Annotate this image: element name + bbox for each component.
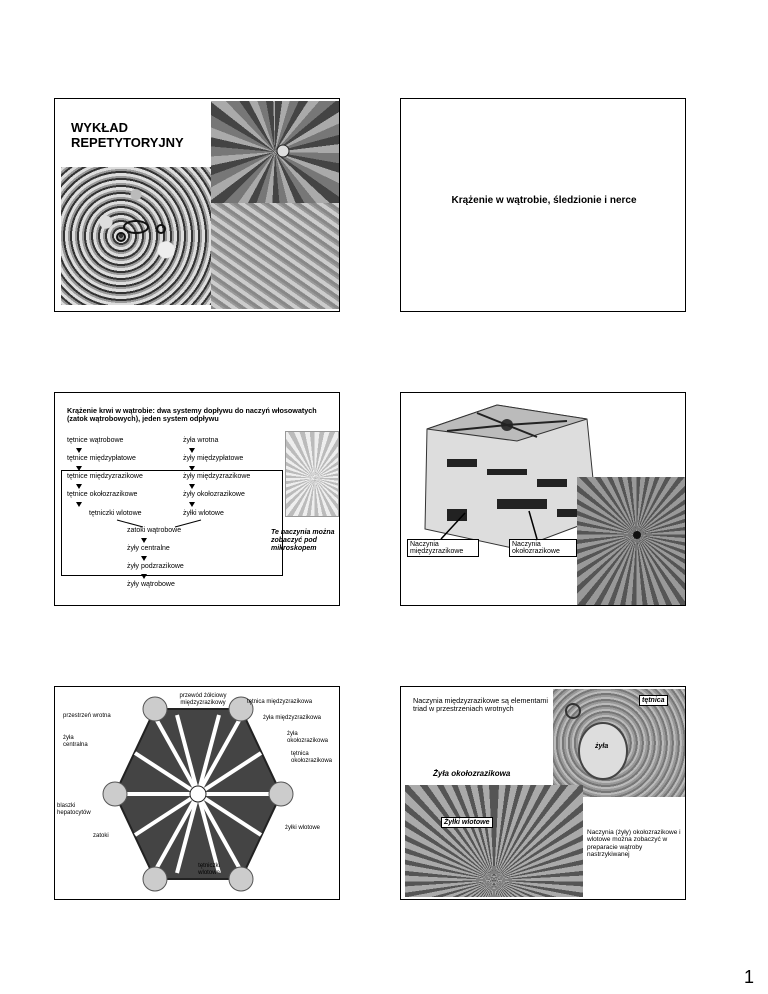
- micrograph-injected-liver: [577, 477, 685, 605]
- label-inlet-venules: żyłki wlotowe: [285, 825, 321, 831]
- label-inter-artery: tętnica międzyzrazikowa: [247, 699, 313, 705]
- chain-common-3: żyły wątrobowe: [127, 581, 175, 588]
- label-vein: żyła: [595, 743, 609, 750]
- chain-right-2: żyły międzyzrazikowe: [183, 473, 251, 480]
- slide-5: [54, 686, 340, 900]
- chain-left-0: tętnice wątrobowe: [67, 437, 124, 444]
- portal-triad-icon: [61, 167, 211, 305]
- slide-3: [54, 392, 340, 606]
- chain-common-1: żyły centralne: [127, 545, 170, 552]
- slide-2-title: Krążenie w wątrobie, śledzionie i nerce: [451, 195, 637, 206]
- chain-right-0: żyła wrotna: [183, 437, 219, 444]
- label-inlet: Żyłki wlotowe: [441, 817, 493, 828]
- label-perilobular: Naczynia okołozrazikowe: [509, 539, 577, 557]
- label-sinusoids: zatoki: [93, 833, 109, 839]
- chain-right-1: żyły międzypłatowe: [183, 455, 244, 462]
- label-peri-vein-6: Żyła okołozrazikowa: [433, 769, 511, 778]
- micrograph-liver-sinusoids: [211, 203, 339, 309]
- slide-2: [400, 98, 686, 312]
- page-number: 1: [743, 967, 754, 987]
- slide-4: [400, 392, 686, 606]
- chain-right-4: żyłki wlotowe: [183, 510, 224, 517]
- chain-left-2: tętnice międzyzrazikowe: [67, 473, 143, 480]
- micrograph-lobule: [285, 431, 339, 517]
- label-inlet-arterioles: tętniczki wlotowe: [198, 863, 220, 876]
- slide-3-heading: Krążenie krwi w wątrobie: dwa systemy dopływu do naczyń włosowatych (zatok wątrobowych), jeden system odpływu: [67, 406, 317, 424]
- label-peri-vein: żyła okołozrazikowa: [287, 731, 329, 744]
- label-interlobular: Naczynia międzyzrazikowe: [407, 539, 479, 557]
- chain-left-3: tętnice okołozrazikowe: [67, 491, 138, 498]
- micrograph-liver-central-vein: [211, 101, 339, 203]
- slide-6: [400, 686, 686, 900]
- microscope-box: [61, 470, 283, 576]
- chain-common-0: zatoki wątrobowe: [127, 527, 182, 534]
- slide-6-text-bottom: Naczynia (żyły) okołozrazikowe i wlotowe można zobaczyć w preparacie wątroby nastrzykiwanej: [587, 829, 681, 859]
- label-portal-space: przestrzeń wrotna: [63, 713, 111, 719]
- micrograph-portal-triad: [553, 689, 685, 797]
- chain-common-2: żyły podzrazikowe: [127, 563, 184, 570]
- chain-left-4: tętniczki wlotowe: [89, 510, 142, 517]
- chain-left-1: tętnice międzypłatowe: [67, 455, 136, 462]
- slide-1: [54, 98, 340, 312]
- chain-right-3: żyły okołozrazikowe: [183, 491, 245, 498]
- slide-3-note: Te naczynia można zobaczyć pod mikroskopem: [271, 529, 335, 553]
- label-artery: tętnica: [639, 695, 668, 706]
- slide-6-text-top: Naczynia międzyzrazikowe są elementami triad w przestrzeniach wrotnych: [413, 696, 549, 714]
- central-vein-icon: [577, 477, 685, 605]
- label-central-vein: żyła centralna: [63, 735, 88, 748]
- label-inter-vein: żyła międzyzrazikowa: [263, 715, 322, 721]
- label-plates: blaszki hepatocytów: [57, 803, 91, 816]
- micrograph-injected-peri: [405, 785, 583, 897]
- label-peri-artery: tętnica okołozrazikowa: [291, 751, 333, 764]
- label-bile-duct: przewód żółciowy międzyzrazikowy: [179, 693, 227, 706]
- micrograph-liver-low-mag: [61, 167, 211, 305]
- slide-1-title: WYKŁAD REPETYTORYJNY: [71, 120, 184, 150]
- central-vein-icon: [211, 101, 339, 203]
